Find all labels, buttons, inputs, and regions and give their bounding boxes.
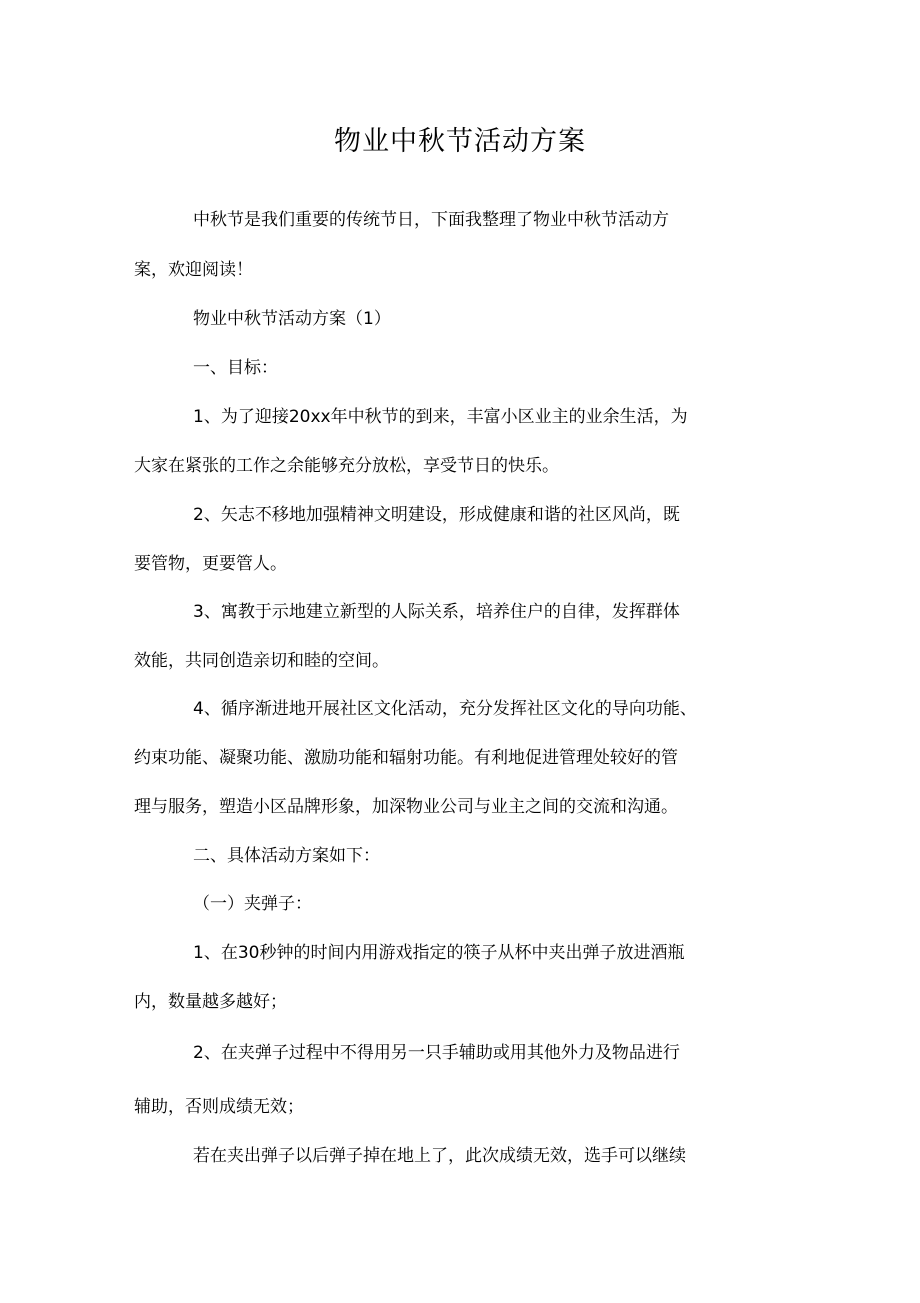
section-heading-plan-1: 物业中秋节活动方案（1） bbox=[193, 309, 391, 329]
goal-4-line-3: 理与服务，塑造小区品牌形象，加深物业公司与业主之间的交流和沟通。 bbox=[134, 797, 678, 817]
rule-2-line-1: 2、在夹弹子过程中不得用另一只手辅助或用其他外力及物品进行 bbox=[193, 1043, 680, 1063]
goal-4-line-1: 4、循序渐进地开展社区文化活动，充分发挥社区文化的导向功能、 bbox=[193, 699, 697, 719]
goal-3-line-1: 3、寓教于示地建立新型的人际关系，培养住户的自律，发挥群体 bbox=[193, 602, 680, 622]
goal-1-line-2: 大家在紧张的工作之余能够充分放松，享受节日的快乐。 bbox=[134, 456, 559, 476]
goal-2-line-1: 2、矢志不移地加强精神文明建设，形成健康和谐的社区风尚，既 bbox=[193, 505, 680, 525]
goal-2-line-2: 要管物，更要管人。 bbox=[134, 554, 287, 574]
section-heading-activities: 二、具体活动方案如下： bbox=[193, 846, 380, 866]
goal-3-line-2: 效能，共同创造亲切和睦的空间。 bbox=[134, 651, 389, 671]
rule-1-line-2: 内，数量越多越好； bbox=[134, 992, 287, 1012]
rule-note-line-1: 若在夹出弹子以后弹子掉在地上了，此次成绩无效，选手可以继续 bbox=[193, 1146, 686, 1166]
paragraph-intro-line-2: 案，欢迎阅读！ bbox=[134, 260, 253, 280]
goal-1-line-1: 1、为了迎接20xx年中秋节的到来，丰富小区业主的业余生活，为 bbox=[193, 407, 688, 427]
subsection-heading-marbles: （一）夹弹子： bbox=[193, 894, 312, 914]
section-heading-goals: 一、目标： bbox=[193, 358, 278, 378]
rule-2-line-2: 辅助，否则成绩无效； bbox=[134, 1097, 304, 1117]
rule-1-line-1: 1、在30秒钟的时间内用游戏指定的筷子从杯中夹出弹子放进酒瓶 bbox=[193, 943, 685, 963]
paragraph-intro-line-1: 中秋节是我们重要的传统节日，下面我整理了物业中秋节活动方 bbox=[193, 210, 669, 230]
page-title: 物业中秋节活动方案 bbox=[334, 126, 586, 157]
goal-4-line-2: 约束功能、凝聚功能、激励功能和辐射功能。有利地促进管理处较好的管 bbox=[134, 748, 678, 768]
